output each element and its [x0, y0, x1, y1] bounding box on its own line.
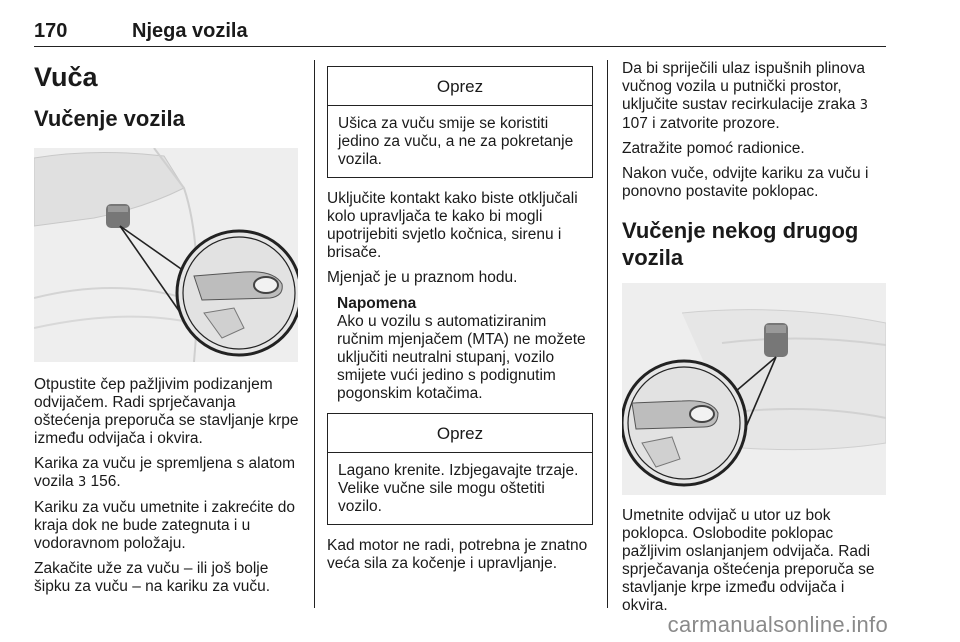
- subsection-title: Vučenje vozila: [34, 106, 185, 131]
- paragraph: Umetnite odvijač u utor uz bok poklopca. Oslobodite poklopac pažljivim oslanjanjem odvijača. Radi sprječavanja oštećenja preporuča se stavljanje krpe između odvijača i okvira.: [622, 507, 875, 614]
- column-left: [34, 60, 300, 603]
- paragraph: Nakon vuče, odvijte kariku za vuču i ponovno postavite poklopac.: [622, 165, 869, 200]
- towing-eye-figure-own-vehicle: [34, 148, 298, 362]
- subsection-title: Vučenje nekog drugog vozila: [622, 218, 859, 270]
- caution-title: Oprez: [328, 67, 592, 106]
- note-text: Ako u vozilu s automatiziranim ručnim mjenjačem (MTA) ne možete uključiti neutralni stupanj, vozilo smijete vući jedino s podignutim pogonskim kotačima.: [337, 313, 586, 402]
- caution-text: Ušica za vuču smije se koristiti jedino za vuču, a ne za pokretanje vozila.: [338, 115, 574, 168]
- paragraph: Kariku za vuču umetnite i zakrećite do kraja dok ne bude zategnuta i u vodoravnom položaju.: [34, 499, 296, 552]
- paragraph: Kad motor ne radi, potrebna je znatno veća sila za kočenje i upravljanje.: [327, 537, 588, 572]
- section-title: Vuča: [34, 62, 98, 92]
- page-number: 170: [34, 20, 68, 42]
- column-divider: [314, 60, 315, 608]
- caution-title: Oprez: [328, 414, 592, 453]
- paragraph: Mjenjač je u praznom hodu.: [327, 269, 518, 286]
- paragraph: Zatražite pomoć radionice.: [622, 140, 805, 157]
- cross-reference-icon: 3: [859, 98, 869, 113]
- chapter-title: Njega vozila: [132, 20, 248, 42]
- page-header: [34, 14, 886, 47]
- column-right: [622, 60, 888, 622]
- text: Karika za vuču je spremljena s alatom vozila: [34, 455, 296, 490]
- watermark: carmanualsonline.info: [667, 612, 888, 637]
- page-reference: 107 i zatvorite prozore.: [622, 115, 780, 132]
- paragraph: Otpustite čep pažljivim podizanjem odvijačem. Radi sprječavanja oštećenja preporuča se stavljanje krpe između odvijača i okvira.: [34, 376, 299, 447]
- caution-box: [327, 66, 593, 178]
- page-reference: 156.: [86, 473, 121, 490]
- paragraph: [622, 60, 888, 133]
- paragraph: Zakačite uže za vuču – ili još bolje šipku za vuču – na kariku za vuču.: [34, 560, 271, 595]
- caution-text: Lagano krenite. Izbjegavajte trzaje. Velike vučne sile mogu oštetiti vozilo.: [338, 462, 579, 515]
- column-divider: [607, 60, 608, 608]
- paragraph: [34, 455, 300, 492]
- column-middle: [327, 60, 593, 580]
- paragraph: Uključite kontakt kako biste otključali kolo upravljača te kako bi mogli upotrijebiti svjetlo kočnica, sirenu i brisače.: [327, 190, 578, 261]
- note-block: [327, 295, 593, 403]
- note-title: Napomena: [337, 295, 417, 312]
- cross-reference-icon: 3: [77, 475, 87, 490]
- text: Da bi spriječili ulaz ispušnih plinova vučnog vozila u putnički prostor, uključite sustav recirkulacije zraka: [622, 60, 865, 113]
- towing-eye-figure-other-vehicle: [622, 283, 886, 495]
- caution-box: [327, 413, 593, 525]
